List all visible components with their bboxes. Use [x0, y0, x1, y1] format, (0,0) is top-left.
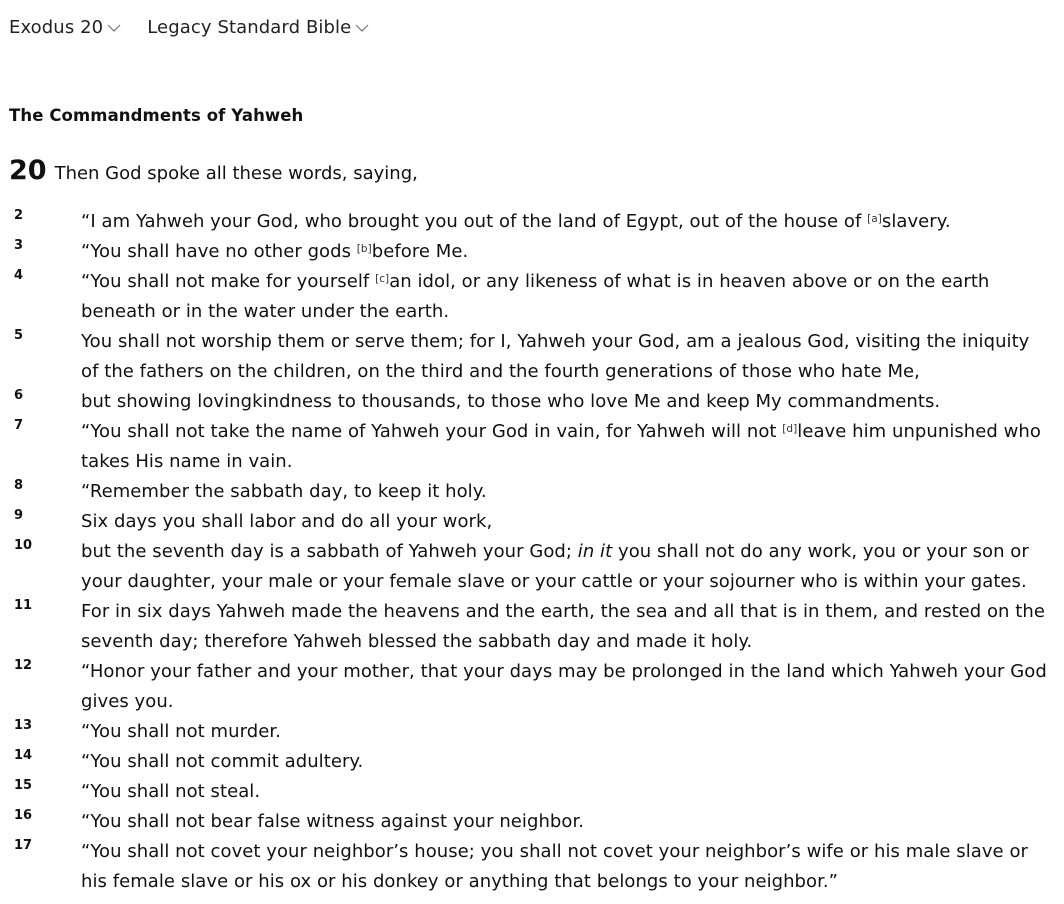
verse-text: Then God spoke all these words, saying, — [54, 163, 418, 184]
verse-text-segment: “You shall not covet your neighbor’s house; you shall not covet your neighbor’s wife or his male slave or his female slave or his ox or his donkey or anything that belongs to your neighbor.” — [81, 841, 1028, 892]
verse-text-segment: “You shall have no other gods — [81, 241, 357, 262]
chevron-down-icon — [355, 21, 369, 35]
verse-text-segment: “Honor your father and your mother, that your days may be prolonged in the land which Yahweh your God gives you. — [81, 661, 1047, 712]
verse-row — [9, 657, 1049, 717]
verse-row — [9, 837, 1049, 897]
footnote-link[interactable]: [a] — [867, 213, 882, 225]
verse-row — [9, 597, 1049, 657]
verse-text-segment: You shall not worship them or serve them; for I, Yahweh your God, am a jealous God, visiting the iniquity of the fathers on the children, on the third and the fourth generations of those who hate Me, — [81, 331, 1030, 382]
verse-number: 15 — [14, 778, 33, 793]
verse-number: 6 — [14, 388, 24, 403]
verse-number: 13 — [14, 718, 33, 733]
verse-row — [9, 477, 1049, 507]
verse-number: 10 — [14, 538, 33, 553]
verse-text — [81, 417, 1049, 477]
version-label: Legacy Standard Bible — [147, 16, 352, 38]
verse-text-segment: before Me. — [371, 241, 469, 262]
reader-header — [9, 14, 369, 40]
verse-row — [9, 507, 1049, 537]
version-selector[interactable] — [147, 17, 369, 38]
verse-text-segment: “You shall not bear false witness against your neighbor. — [81, 811, 585, 832]
verse-text — [81, 537, 1049, 597]
verse-text — [81, 657, 1049, 717]
verse-text-segment: you shall not do any work, you or your son or your daughter, your male or your female slave or your cattle or your sojourner who is within your gates. — [81, 541, 1029, 592]
verse-text-segment: but showing lovingkindness to thousands, to those who love Me and keep My commandments. — [81, 391, 941, 412]
verse-text — [81, 597, 1049, 657]
footnote-link[interactable]: [b] — [356, 243, 372, 255]
verse-number: 16 — [14, 808, 33, 823]
verse-text — [81, 717, 1049, 747]
section-title: The Commandments of Yahweh — [9, 106, 304, 125]
verse-number: 2 — [14, 208, 24, 223]
verse-number: 17 — [14, 838, 33, 853]
verse-number: 11 — [14, 598, 33, 613]
verse-row — [9, 207, 1049, 237]
verse-text — [81, 807, 1049, 837]
verse-text — [81, 747, 1049, 777]
verse-text — [81, 777, 1049, 807]
verse-row — [9, 807, 1049, 837]
verse-text-segment: “You shall not make for yourself — [81, 271, 376, 292]
verse-text-segment: but the seventh day is a sabbath of Yahweh your God; — [81, 541, 578, 562]
verse-number: 9 — [14, 508, 24, 523]
footnote-link[interactable]: [c] — [375, 273, 390, 285]
verse-text-segment: “You shall not commit adultery. — [81, 751, 364, 772]
verse-text — [81, 327, 1049, 387]
verse-row — [9, 387, 1049, 417]
verse-row — [9, 267, 1049, 327]
verse-text-segment: slavery. — [881, 211, 951, 232]
book-chapter-label: Exodus 20 — [9, 16, 104, 38]
verse-row — [9, 777, 1049, 807]
chapter-number: 20 — [9, 155, 47, 186]
verse-number: 8 — [14, 478, 24, 493]
book-chapter-selector[interactable] — [9, 17, 121, 38]
chevron-down-icon — [107, 21, 121, 35]
verse-number: 4 — [14, 268, 24, 283]
verse-text — [81, 237, 1049, 267]
verse-text-segment: Six days you shall labor and do all your work, — [81, 511, 493, 532]
verse-row — [9, 417, 1049, 477]
verse-text — [81, 507, 1049, 537]
verse-text-segment: “You shall not take the name of Yahweh your God in vain, for Yahweh will not — [81, 421, 783, 442]
verse-text — [81, 477, 1049, 507]
verse-number: 5 — [14, 328, 24, 343]
verse-text-segment: For in six days Yahweh made the heavens and the earth, the sea and all that is in them, and rested on the seventh day; therefore Yahweh blessed the sabbath day and made it holy. — [81, 601, 1045, 652]
verse-number: 3 — [14, 238, 24, 253]
verse-text — [81, 387, 1049, 417]
verse-row — [9, 327, 1049, 387]
verse-text-segment: “You shall not steal. — [81, 781, 261, 802]
verse-text-segment: “You shall not murder. — [81, 721, 281, 742]
verse-list — [9, 207, 1049, 897]
verse-text — [81, 837, 1049, 897]
verse-row — [9, 747, 1049, 777]
chapter-first-verse — [9, 152, 418, 190]
verse-number: 14 — [14, 748, 33, 763]
italic-text: in it — [577, 541, 613, 562]
verse-text-segment: “I am Yahweh your God, who brought you out of the land of Egypt, out of the house of — [81, 211, 868, 232]
verse-text-segment: an idol, or any likeness of what is in heaven above or on the earth beneath or in the water under the earth. — [81, 271, 990, 322]
verse-row — [9, 537, 1049, 597]
footnote-link[interactable]: [d] — [782, 423, 798, 435]
verse-number: 12 — [14, 658, 33, 673]
verse-text — [81, 267, 1049, 327]
verse-text — [81, 207, 1049, 237]
verse-row — [9, 717, 1049, 747]
verse-text-segment: leave him unpunished who takes His name in vain. — [81, 421, 1041, 472]
verse-number: 7 — [14, 418, 24, 433]
verse-row — [9, 237, 1049, 267]
verse-text-segment: “Remember the sabbath day, to keep it holy. — [81, 481, 487, 502]
